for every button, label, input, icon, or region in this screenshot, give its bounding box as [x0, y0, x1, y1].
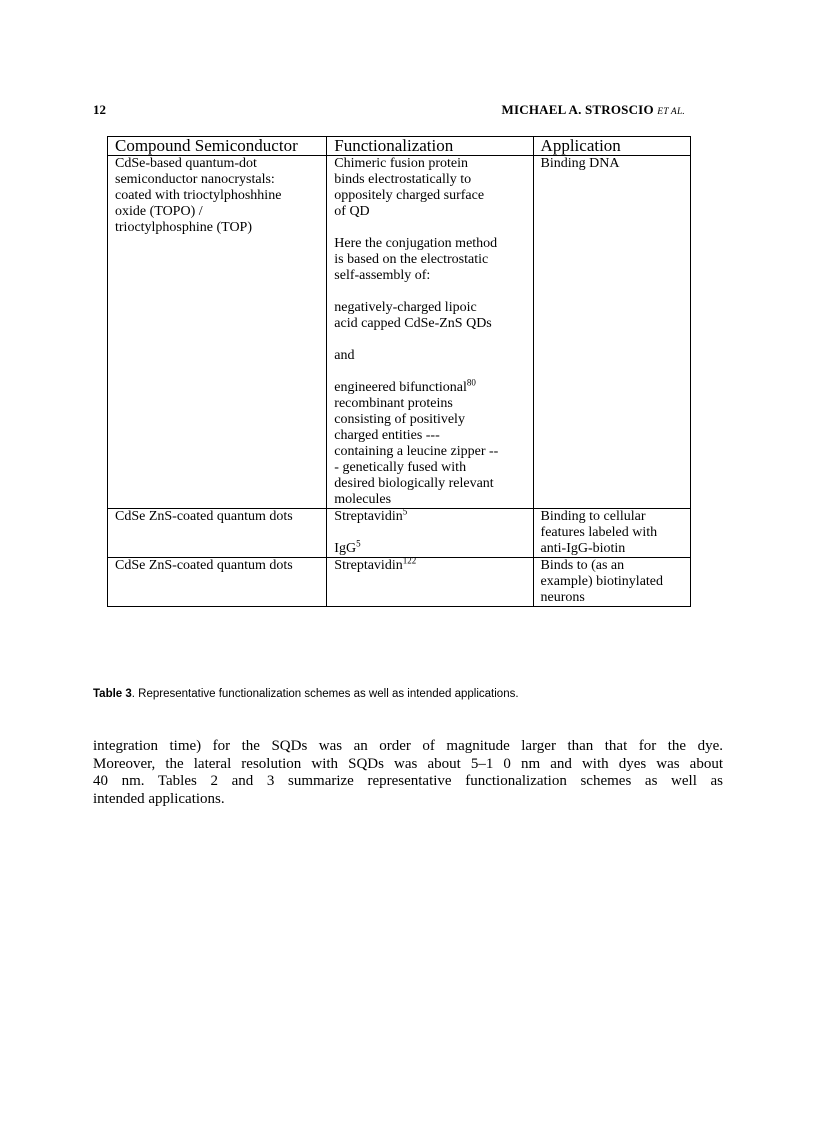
running-head-author: MICHAEL A. STROSCIO: [501, 102, 654, 117]
cell-line: of QD: [334, 204, 370, 219]
column-header: Application: [533, 137, 690, 156]
table-cell-compound: [108, 509, 327, 558]
table-cell-compound: [108, 156, 327, 509]
table-cell-functionalization: [327, 156, 533, 509]
cell-line: anti-IgG-biotin: [540, 541, 626, 556]
cell-line: [334, 538, 527, 557]
cell-line: is based on the electrostatic: [334, 252, 489, 267]
table-header-row: [108, 137, 691, 156]
table-3: [107, 136, 691, 607]
table-cell-application: [533, 156, 690, 509]
table-caption: [93, 688, 519, 700]
cell-line: CdSe-based quantum-dot: [115, 156, 257, 171]
cell-line: self-assembly of:: [334, 268, 431, 283]
paragraph-line: intended applications.: [93, 790, 225, 807]
cell-line: binds electrostatically to: [334, 172, 472, 187]
cell-line: containing a leucine zipper --: [334, 444, 499, 459]
cell-line: coated with trioctylphoshhine: [115, 188, 282, 203]
cell-line: [334, 377, 527, 396]
cell-text: IgG: [334, 541, 357, 556]
cell-line: and: [334, 348, 355, 363]
cell-text: Streptavidin: [334, 558, 403, 573]
cell-line: oxide (TOPO) /: [115, 204, 203, 219]
running-head: [502, 102, 686, 118]
cell-text: engineered bifunctional: [334, 380, 467, 395]
cell-line: desired biologically relevant: [334, 476, 494, 491]
table-cell-application: [533, 509, 690, 558]
reference-superscript: 5: [356, 538, 361, 549]
cell-line: oppositely charged surface: [334, 188, 485, 203]
cell-line: [334, 506, 527, 525]
cell-line: trioctylphosphine (TOP): [115, 220, 253, 235]
cell-line: charged entities ---: [334, 428, 440, 443]
caption-label: Table 3: [93, 688, 132, 700]
cell-line: Binding to cellular: [540, 509, 646, 524]
cell-line: Binds to (as an: [540, 558, 625, 573]
cell-line: Chimeric fusion protein: [334, 156, 469, 171]
paragraph-line: Moreover, the lateral resolution with SQDs was about 5–1 0 nm and with dyes was about: [93, 755, 723, 772]
reference-superscript: 80: [466, 377, 476, 388]
table-row: [108, 558, 691, 607]
cell-line: features labeled with: [540, 525, 658, 540]
cell-line: consisting of positively: [334, 412, 465, 427]
paragraph-line: integration time) for the SQDs was an order of magnitude larger than that for the dye.: [93, 738, 723, 754]
cell-line: molecules: [334, 492, 392, 507]
cell-line: [334, 555, 527, 574]
table-cell-functionalization: [327, 506, 533, 558]
column-header: Functionalization: [327, 137, 533, 156]
cell-line: neurons: [540, 590, 585, 605]
page-number: 12: [93, 102, 106, 117]
table-cell-compound: [108, 558, 327, 607]
cell-line: CdSe ZnS-coated quantum dots: [115, 558, 293, 573]
cell-line: - genetically fused with: [334, 460, 467, 475]
paragraph-line: 40 nm. Tables 2 and 3 summarize representative functionalization schemes as well as: [93, 773, 723, 789]
cell-line: CdSe ZnS-coated quantum dots: [115, 509, 293, 524]
reference-superscript: 5: [402, 506, 408, 517]
running-head-etal: ET AL.: [657, 107, 685, 117]
caption-text: . Representative functionalization schemes as well as intended applications.: [131, 688, 519, 700]
cell-line: recombinant proteins: [334, 396, 453, 411]
cell-line: acid capped CdSe-ZnS QDs: [334, 316, 492, 331]
cell-line: example) biotinylated: [540, 574, 664, 589]
cell-text: Streptavidin: [334, 509, 403, 524]
table-row: [108, 156, 691, 509]
column-header: Compound Semiconductor: [108, 137, 327, 156]
cell-line: negatively-charged lipoic: [334, 300, 477, 315]
cell-line: Binding DNA: [540, 156, 620, 171]
table-cell-application: [533, 558, 690, 607]
body-paragraph: [93, 738, 723, 808]
reference-superscript: 122: [402, 555, 417, 566]
cell-line: semiconductor nanocrystals:: [115, 172, 275, 187]
table-cell-functionalization: [327, 555, 533, 607]
table-row: [108, 509, 691, 558]
cell-line: Here the conjugation method: [334, 236, 498, 251]
